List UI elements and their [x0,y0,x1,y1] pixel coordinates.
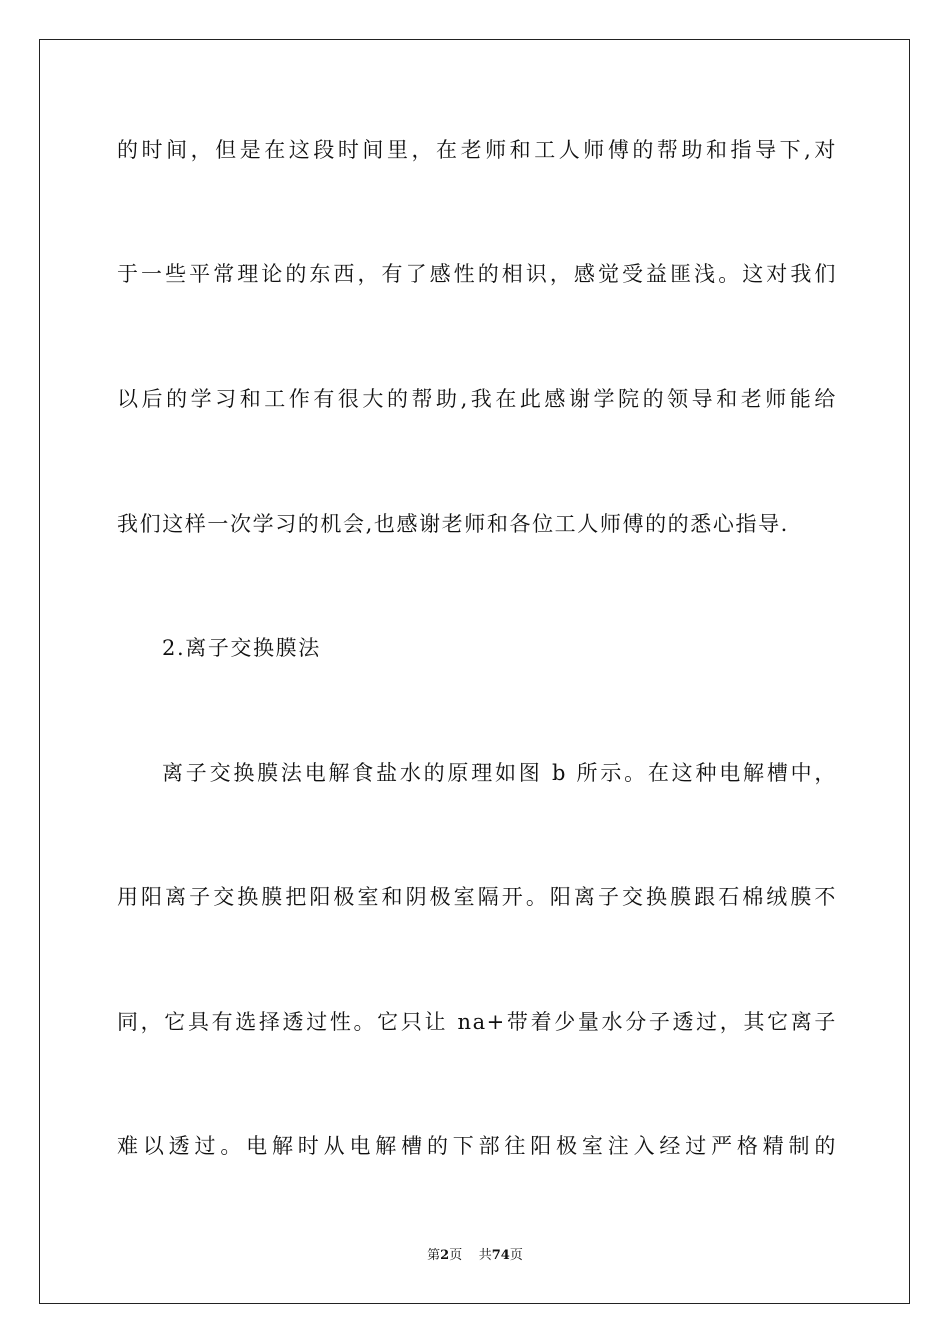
total-pages: 74 [491,1248,510,1263]
body-line: 于一些平常理论的东西，有了感性的相识，感觉受益匪浅。这对我们 [117,262,837,286]
body-line: 用阳离子交换膜把阳极室和阴极室隔开。阳离子交换膜跟石棉绒膜不 [117,885,837,909]
body-line: 同，它具有选择透过性。它只让 na+带着少量水分子透过，其它离子 [117,1010,837,1034]
body-line: 难以透过。电解时从电解槽的下部往阳极室注入经过严格精制的 [117,1134,837,1158]
body-line: 离子交换膜法电解食盐水的原理如图 b 所示。在这种电解槽中， [162,761,837,785]
total-suffix: 页 [509,1248,523,1263]
page-prefix: 第 [427,1248,441,1263]
body-line: 我们这样一次学习的机会,也感谢老师和各位工人师傅的的悉心指导. [117,512,789,536]
total-prefix: 共 [478,1248,492,1263]
page-border [39,39,910,1304]
page-suffix: 页 [449,1248,463,1263]
page-number: 2 [440,1248,450,1263]
body-line: 以后的学习和工作有很大的帮助,我在此感谢学院的领导和老师能给 [117,387,837,411]
page-footer [0,1247,950,1265]
body-line: 的时间，但是在这段时间里，在老师和工人师傅的帮助和指导下,对 [117,138,837,162]
section-heading: 2.离子交换膜法 [162,636,321,660]
